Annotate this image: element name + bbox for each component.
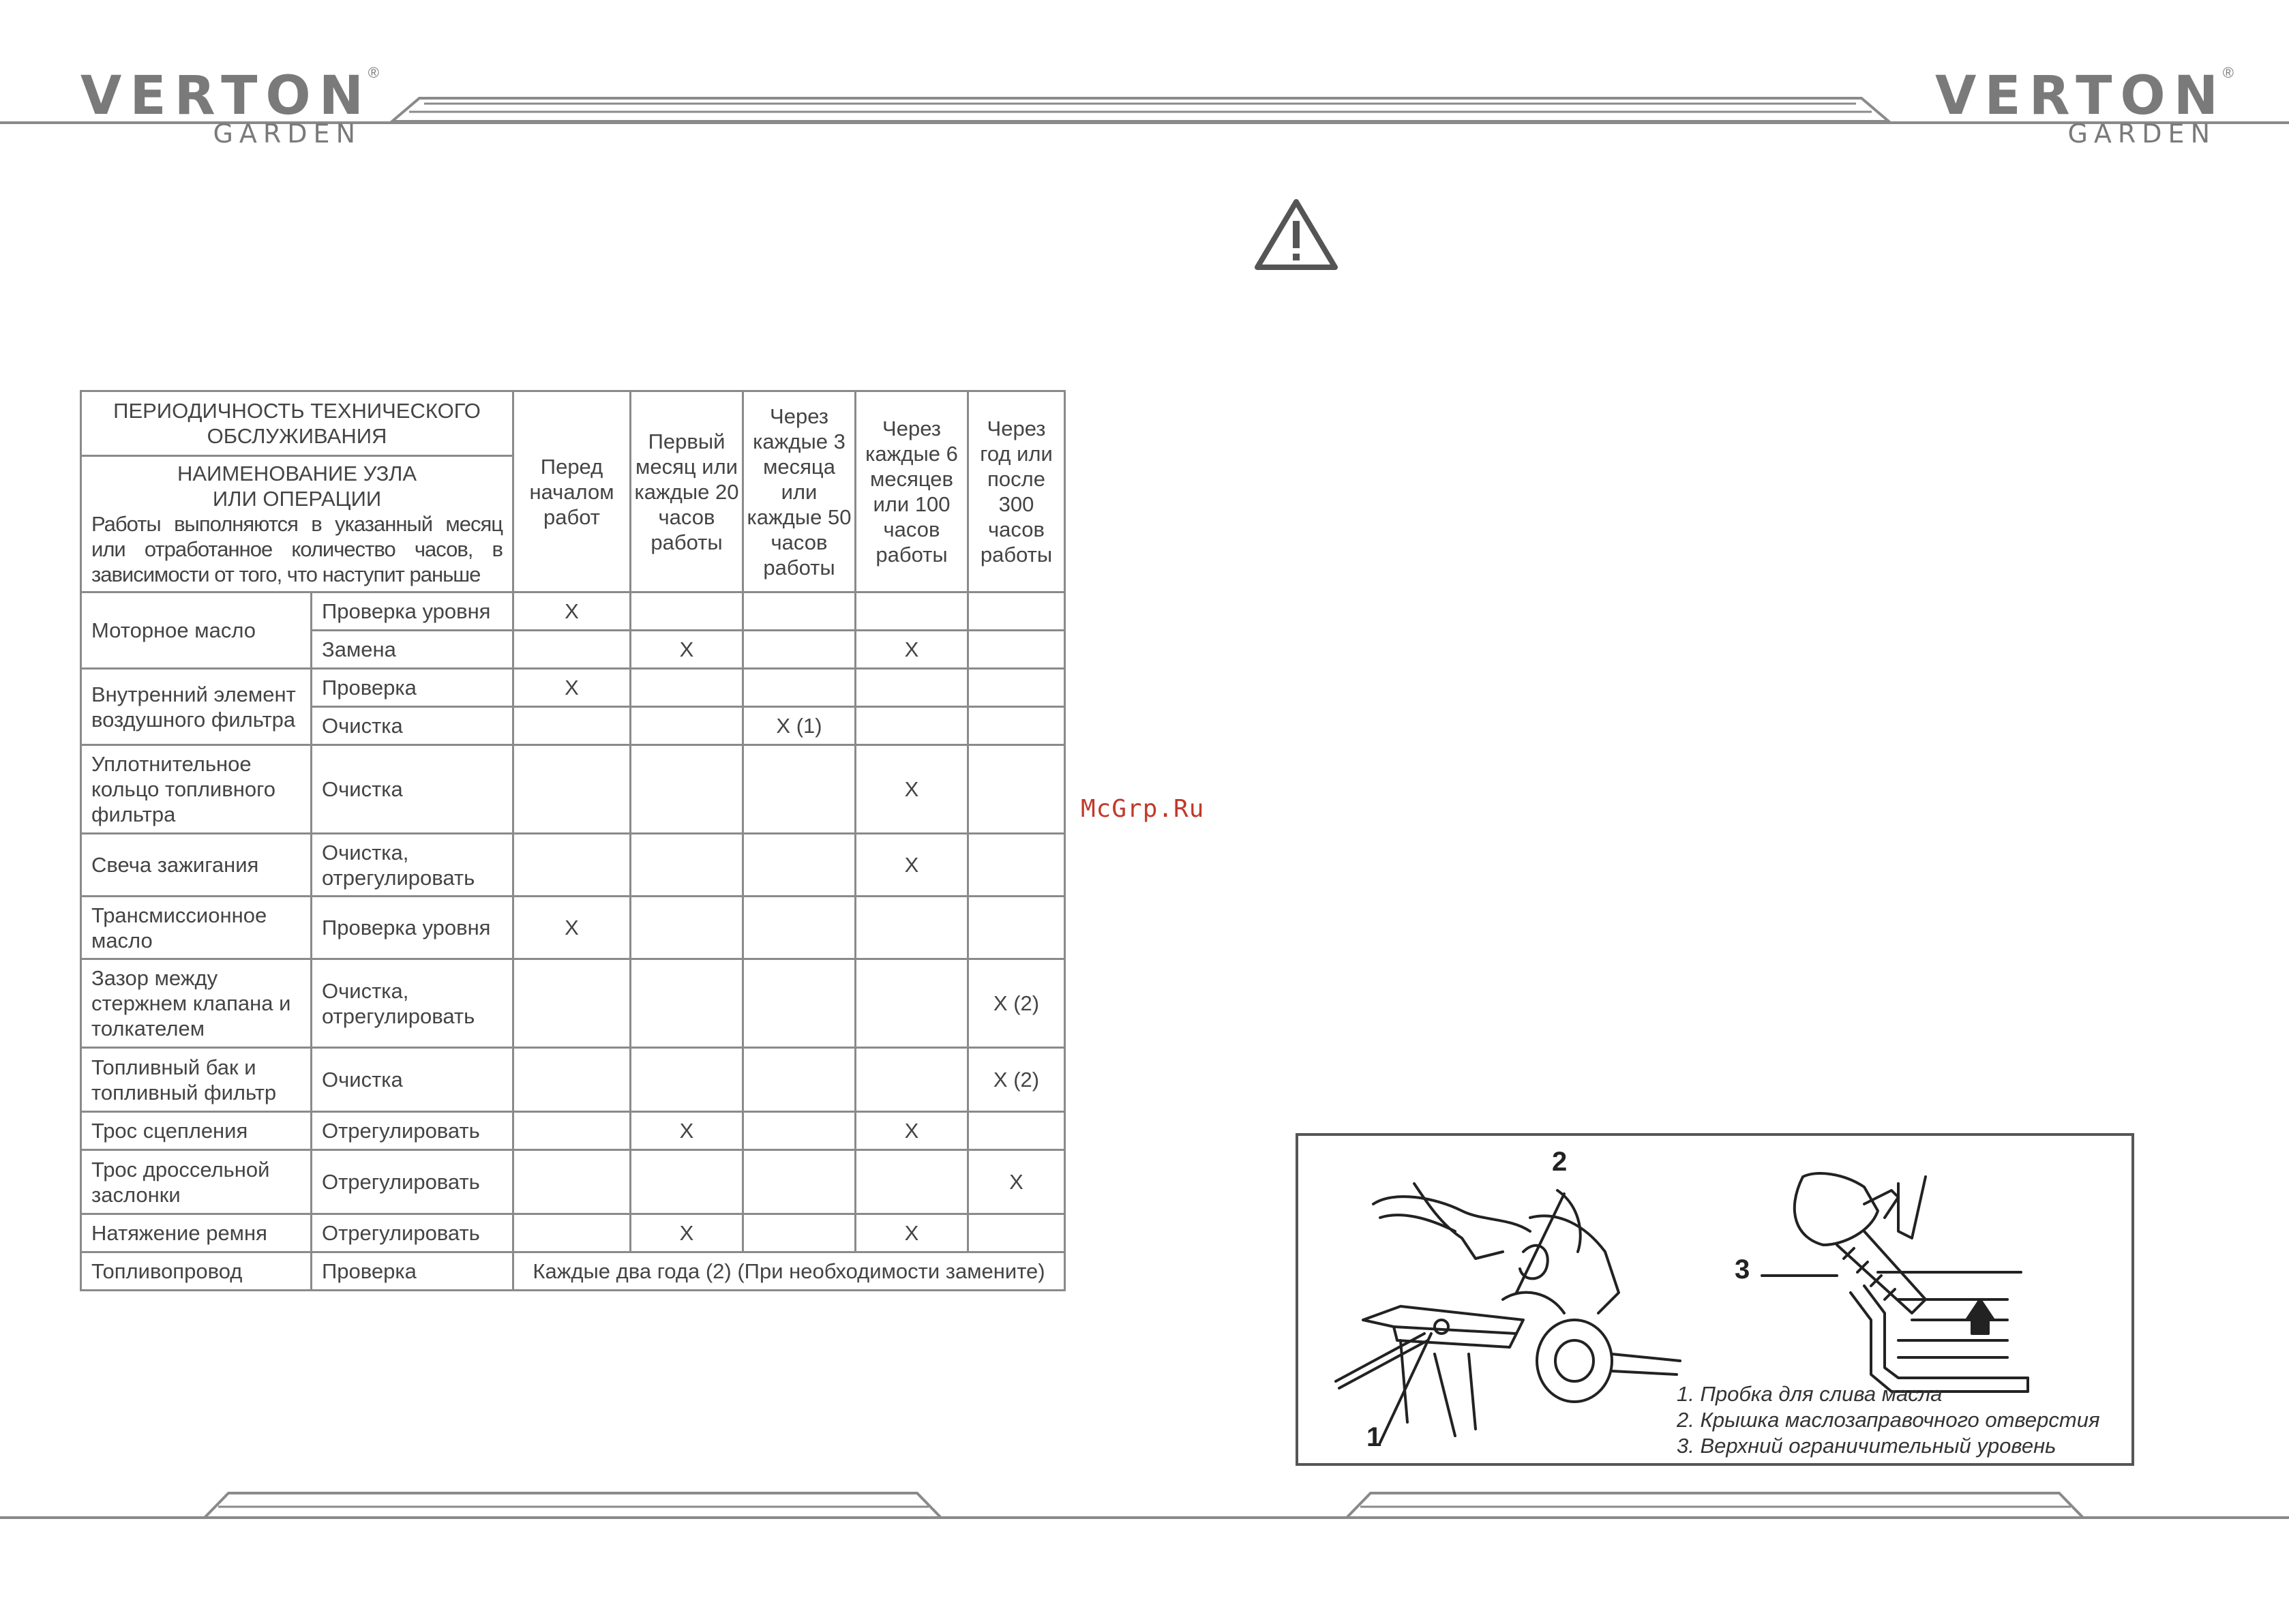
legend-item: 1. Пробка для слива масла — [1677, 1382, 1943, 1406]
mark-cell — [513, 745, 631, 834]
mark-cell: X (2) — [968, 959, 1065, 1048]
callout-3: 3 — [1735, 1254, 1750, 1284]
mark-cell — [968, 631, 1065, 669]
mark-cell — [743, 592, 856, 631]
table-row — [81, 1048, 1065, 1112]
mark-cell: X — [856, 1112, 968, 1150]
mark-cell — [631, 592, 743, 631]
mark-cell: X — [856, 745, 968, 834]
mark-cell — [968, 834, 1065, 897]
operation: Очистка — [312, 745, 513, 834]
mark-cell: X — [631, 1112, 743, 1150]
item-name: Топливопровод — [81, 1252, 312, 1291]
mark-cell — [856, 1048, 968, 1112]
mark-cell — [968, 1214, 1065, 1252]
column-header: Перед началом работ — [513, 391, 631, 592]
mark-cell — [968, 669, 1065, 707]
mark-cell — [856, 1150, 968, 1214]
operation: Проверка уровня — [312, 897, 513, 959]
operation: Отрегулировать — [312, 1112, 513, 1150]
brand-sub: GARDEN — [213, 119, 361, 149]
mark-cell — [968, 1112, 1065, 1150]
header-item-note: Работы выполняются в указанный месяц или отработанное количество часов, в зависимости от того, что наступит раньше — [91, 512, 503, 586]
mark-cell: X — [968, 1150, 1065, 1214]
mark-cell — [513, 1112, 631, 1150]
mark-cell — [513, 834, 631, 897]
mark-cell: X — [513, 592, 631, 631]
callout-1: 1 — [1366, 1422, 1382, 1452]
mark-cell — [743, 669, 856, 707]
table-row — [81, 745, 1065, 834]
item-name: Трос сцепления — [81, 1112, 312, 1150]
watermark: McGrp.Ru — [1081, 795, 1205, 823]
mark-cell — [968, 745, 1065, 834]
mark-cell — [743, 631, 856, 669]
mark-cell — [856, 669, 968, 707]
mark-cell — [743, 1112, 856, 1150]
maintenance-schedule-table — [80, 390, 1066, 1291]
registered-mark: ® — [2222, 64, 2234, 81]
operation: Проверка уровня — [312, 592, 513, 631]
operation: Очистка, отрегулировать — [312, 959, 513, 1048]
table-row — [81, 592, 1065, 631]
table-row — [81, 669, 1065, 707]
item-name: Зазор между стержнем клапана и толкателем — [81, 959, 312, 1048]
mark-cell — [631, 834, 743, 897]
mark-cell — [513, 1214, 631, 1252]
mark-cell: X — [856, 1214, 968, 1252]
mark-cell — [743, 1214, 856, 1252]
oil-figure-box — [1296, 1133, 2134, 1466]
table-row — [81, 1214, 1065, 1252]
table-row — [81, 834, 1065, 897]
legend-item: 3. Верхний ограничительный уровень — [1677, 1434, 2056, 1458]
operation: Отрегулировать — [312, 1214, 513, 1252]
mark-cell — [631, 1048, 743, 1112]
mark-cell — [743, 897, 856, 959]
brand-sub: GARDEN — [2067, 119, 2216, 149]
mark-cell — [631, 1150, 743, 1214]
mark-cell — [856, 959, 968, 1048]
mark-cell — [631, 745, 743, 834]
table-row — [81, 959, 1065, 1048]
brand-logo-right — [1935, 64, 2234, 149]
operation: Очистка — [312, 707, 513, 745]
item-name: Внутренний элемент воздушного фильтра — [81, 669, 312, 745]
mark-cell — [513, 1150, 631, 1214]
table-row — [81, 897, 1065, 959]
mark-cell — [968, 897, 1065, 959]
warning-triangle-icon — [1253, 198, 1339, 271]
brand-name: VERTON — [80, 65, 372, 127]
mark-cell — [513, 631, 631, 669]
mark-cell — [743, 745, 856, 834]
header-item-line2: ИЛИ ОПЕРАЦИИ — [212, 487, 382, 511]
mark-cell — [856, 707, 968, 745]
column-header: Первый месяц или каждые 20 часов работы — [631, 391, 743, 592]
mark-cell — [743, 1150, 856, 1214]
mark-cell — [631, 669, 743, 707]
operation: Замена — [312, 631, 513, 669]
column-header: Через каждые 6 месяцев или 100 часов работы — [856, 391, 968, 592]
item-name: Уплотнительное кольцо топливного фильтра — [81, 745, 312, 834]
mark-cell: X — [856, 834, 968, 897]
mark-cell — [513, 707, 631, 745]
mark-cell — [513, 1048, 631, 1112]
mark-cell — [513, 959, 631, 1048]
item-name: Трансмиссионное масло — [81, 897, 312, 959]
mark-cell: X — [856, 631, 968, 669]
mark-cell — [631, 897, 743, 959]
operation: Отрегулировать — [312, 1150, 513, 1214]
mark-cell: X — [631, 631, 743, 669]
mark-cell: X (2) — [968, 1048, 1065, 1112]
mark-cell — [968, 707, 1065, 745]
mark-cell — [968, 592, 1065, 631]
table-row — [81, 1150, 1065, 1214]
header-item-cell — [81, 456, 513, 592]
mark-cell: X — [631, 1214, 743, 1252]
mark-cell — [856, 592, 968, 631]
brand-name: VERTON — [1935, 65, 2226, 127]
mark-cell — [743, 1048, 856, 1112]
item-name: Свеча зажигания — [81, 834, 312, 897]
table-row — [81, 1112, 1065, 1150]
header-periodicity: ПЕРИОДИЧНОСТЬ ТЕХНИЧЕСКОГО ОБСЛУЖИВАНИЯ — [81, 391, 513, 456]
legend-item: 2. Крышка маслозаправочного отверстия — [1677, 1408, 2100, 1432]
item-name: Топливный бак и топливный фильтр — [81, 1048, 312, 1112]
mark-cell — [743, 959, 856, 1048]
registered-mark: ® — [368, 64, 379, 81]
column-header: Через каждые 3 месяца или каждые 50 часов работы — [743, 391, 856, 592]
brand-logo-left — [80, 64, 379, 149]
mark-cell — [743, 834, 856, 897]
mark-cell — [631, 707, 743, 745]
header-item-line1: НАИМЕНОВАНИЕ УЗЛА — [177, 462, 417, 485]
operation: Проверка — [312, 669, 513, 707]
item-name: Моторное масло — [81, 592, 312, 669]
span-note: Каждые два года (2) (При необходимости замените) — [513, 1252, 1065, 1291]
item-name: Трос дроссельной заслонки — [81, 1150, 312, 1214]
mark-cell: X — [513, 897, 631, 959]
table-row — [81, 1252, 1065, 1291]
mark-cell — [856, 897, 968, 959]
operation: Проверка — [312, 1252, 513, 1291]
callout-2: 2 — [1552, 1147, 1568, 1177]
item-name: Натяжение ремня — [81, 1214, 312, 1252]
column-header: Через год или после 300 часов работы — [968, 391, 1065, 592]
operation: Очистка, отрегулировать — [312, 834, 513, 897]
operation: Очистка — [312, 1048, 513, 1112]
mark-cell: X (1) — [743, 707, 856, 745]
mark-cell: X — [513, 669, 631, 707]
mark-cell — [631, 959, 743, 1048]
